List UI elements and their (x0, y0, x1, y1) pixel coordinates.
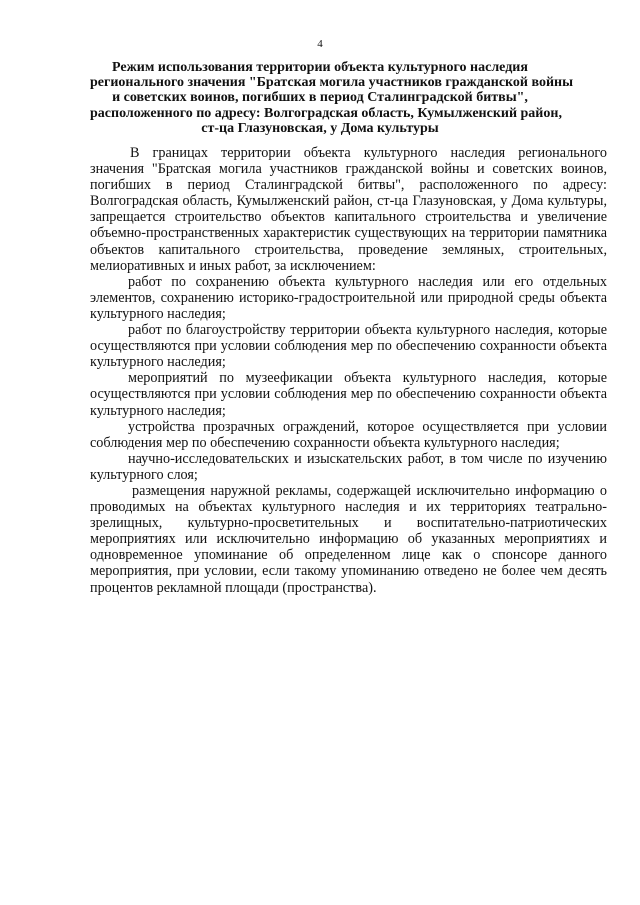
title-line: и советских воинов, погибших в период Сталинградской битвы", (112, 90, 528, 106)
document-body (90, 145, 607, 596)
title-line: ст-ца Глазуновская, у Дома культуры (201, 120, 439, 136)
page-number: 4 (317, 38, 323, 50)
title-line: расположенного по адресу: Волгоградская область, Кумылженский район, (90, 105, 562, 121)
exception-item-research: научно-исследовательских и изыскательских работ, в том числе по изучению культурного слоя; (90, 450, 607, 483)
exception-item-advertising: размещения наружной рекламы, содержащей исключительно информацию о проводимых на объектах культурного наследия и их территориях театрально-зрелищных, культурно-просветительных и воспитательно-патриотических мероприятиях или исключительно информацию об указанных мероприятиях и одновременное упоминание об определенном лице как о спонсоре данного мероприятия, при условии, если такому упоминанию отведено не более чем десять процентов рекламной площади (пространства). (90, 482, 607, 596)
exception-item-fences: устройства прозрачных ограждений, которое осуществляется при условии соблюдения мер по обеспечению сохранности объекта культурного наследия; (90, 418, 607, 451)
title-line: Режим использования территории объекта культурного наследия (112, 60, 528, 75)
exception-item-preservation: работ по сохранению объекта культурного наследия или его отдельных элементов, сохранению историко-градостроительной или природной среды объекта культурного наследия; (90, 273, 607, 322)
title-line: регионального значения "Братская могила участников гражданской войны (90, 75, 574, 91)
document-title (90, 60, 574, 136)
intro-paragraph: В границах территории объекта культурного наследия регионального значения "Братская могила участников гражданской войны и советских воинов, погибших в период Сталинградской битвы", расположенного по адресу: Волгоградская область, Кумылженский район, ст-ца Глазуновская, у Дома культуры, запрещается строительство объектов капитального строительства и увеличение объемно-пространственных характеристик существующих на территории памятника объектов капитального строительства, проведение земляных, строительных, мелиоративных и иных работ, за исключением: (90, 145, 607, 274)
exception-item-landscaping: работ по благоустройству территории объекта культурного наследия, которые осуществляются при условии соблюдения мер по обеспечению сохранности объекта культурного наследия; (90, 322, 607, 371)
exception-item-museumification: мероприятий по музеефикации объекта культурного наследия, которые осуществляются при условии соблюдения мер по обеспечению сохранности объекта культурного наследия; (90, 370, 607, 419)
